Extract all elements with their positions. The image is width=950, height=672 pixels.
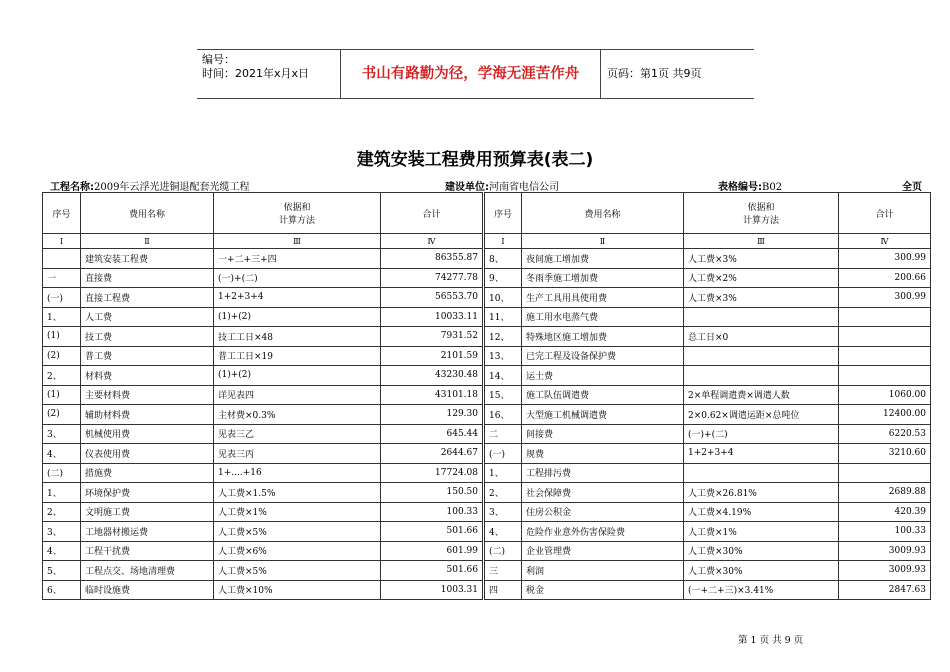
row-basis: 普工工日×19 <box>214 346 381 366</box>
row-basis: 1+2+3+4 <box>214 288 381 308</box>
row-seq: 14、 <box>485 366 522 386</box>
roman-index: Ⅰ <box>43 234 81 249</box>
row-total: 7931.52 <box>381 327 483 347</box>
row-name: 税金 <box>522 580 684 600</box>
row-total: 86355.87 <box>381 249 483 269</box>
row-basis: (一)+(二) <box>214 268 381 288</box>
row-name: 工程排污费 <box>522 463 684 483</box>
row-seq: 4、 <box>485 522 522 542</box>
row-total: 100.33 <box>839 522 931 542</box>
row-seq: 10、 <box>485 288 522 308</box>
row-basis: (1)+(2) <box>214 366 381 386</box>
full-page-label: 全页 <box>902 182 922 193</box>
row-seq: (1) <box>43 327 81 347</box>
table-row <box>43 249 483 269</box>
row-basis: 人工费×26.81% <box>684 483 839 503</box>
table-row <box>485 502 931 522</box>
row-total: 300.99 <box>839 288 931 308</box>
row-basis: 技工工日×48 <box>214 327 381 347</box>
row-name: 规费 <box>522 444 684 464</box>
header-meta <box>202 53 338 81</box>
row-total: 1003.31 <box>381 580 483 600</box>
form-number: 表格编号:B02 <box>718 182 783 193</box>
table-header-row <box>485 193 931 234</box>
row-total: 645.44 <box>381 424 483 444</box>
row-basis: 2×单程调遣费×调遣人数 <box>684 385 839 405</box>
row-basis: 见表三乙 <box>214 424 381 444</box>
row-seq: 4、 <box>43 541 81 561</box>
table-row <box>485 463 931 483</box>
row-basis: 1+2+3+4 <box>684 444 839 464</box>
col-name-header: 费用名称 <box>81 193 214 234</box>
roman-index: Ⅱ <box>81 234 214 249</box>
table-row <box>43 366 483 386</box>
table-row <box>485 444 931 464</box>
row-basis: 人工费×1% <box>214 502 381 522</box>
row-seq: 1、 <box>485 463 522 483</box>
roman-index: Ⅰ <box>485 234 522 249</box>
row-basis: 见表三丙 <box>214 444 381 464</box>
row-name: 利润 <box>522 561 684 581</box>
row-total: 3009.93 <box>839 561 931 581</box>
row-seq: (1) <box>43 385 81 405</box>
table-row <box>43 463 483 483</box>
row-basis: 1+....+16 <box>214 463 381 483</box>
row-total: 501.66 <box>381 561 483 581</box>
row-total: 2689.88 <box>839 483 931 503</box>
table-row <box>485 424 931 444</box>
table-row <box>485 268 931 288</box>
row-seq: 二 <box>485 424 522 444</box>
row-total: 300.99 <box>839 249 931 269</box>
row-seq: (2) <box>43 405 81 425</box>
table-row <box>485 385 931 405</box>
table-row <box>485 307 931 327</box>
row-basis: 人工费×30% <box>684 541 839 561</box>
row-seq: 13、 <box>485 346 522 366</box>
row-total: 601.99 <box>381 541 483 561</box>
table-header-row <box>43 193 483 234</box>
row-total <box>839 307 931 327</box>
row-name: 普工费 <box>81 346 214 366</box>
row-seq: 1、 <box>43 483 81 503</box>
row-seq: 5、 <box>43 561 81 581</box>
row-name: 人工费 <box>81 307 214 327</box>
row-total <box>839 346 931 366</box>
row-basis: 详见表四 <box>214 385 381 405</box>
row-basis <box>684 346 839 366</box>
col-basis-header: 依据和 计算方法 <box>214 193 381 234</box>
roman-index: Ⅲ <box>214 234 381 249</box>
table-row <box>43 444 483 464</box>
row-name: 生产工具用具使用费 <box>522 288 684 308</box>
row-name: 夜间施工增加费 <box>522 249 684 269</box>
row-seq: 16、 <box>485 405 522 425</box>
col-seq-header: 序号 <box>485 193 522 234</box>
serial-number-label: 编号： <box>202 53 235 66</box>
row-name: 技工费 <box>81 327 214 347</box>
row-basis <box>684 366 839 386</box>
row-total: 501.66 <box>381 522 483 542</box>
row-seq: 11、 <box>485 307 522 327</box>
motto: 书山有路勤为径，学海无涯苦作舟 <box>361 65 580 82</box>
roman-index: Ⅳ <box>381 234 483 249</box>
row-basis: 人工费×30% <box>684 561 839 581</box>
row-seq: (2) <box>43 346 81 366</box>
row-name: 间接费 <box>522 424 684 444</box>
row-name: 措施费 <box>81 463 214 483</box>
document-header <box>197 49 754 99</box>
row-total: 56553.70 <box>381 288 483 308</box>
row-total: 3009.93 <box>839 541 931 561</box>
row-basis: 主材费×0.3% <box>214 405 381 425</box>
roman-index: Ⅱ <box>522 234 684 249</box>
row-basis: 人工费×6% <box>214 541 381 561</box>
row-seq: (一) <box>43 288 81 308</box>
row-total: 100.33 <box>381 502 483 522</box>
row-name: 工程干扰费 <box>81 541 214 561</box>
row-total: 43230.48 <box>381 366 483 386</box>
construction-unit: 建设单位:河南省电信公司 <box>445 182 559 193</box>
table-row <box>485 580 931 600</box>
col-total-header: 合计 <box>839 193 931 234</box>
table-row <box>43 268 483 288</box>
row-total: 200.66 <box>839 268 931 288</box>
table-row <box>43 327 483 347</box>
row-total: 10033.11 <box>381 307 483 327</box>
roman-index: Ⅳ <box>839 234 931 249</box>
table-row <box>485 288 931 308</box>
row-seq: (一) <box>485 444 522 464</box>
col-basis-header: 依据和 计算方法 <box>684 193 839 234</box>
row-total: 2847.63 <box>839 580 931 600</box>
row-total: 1060.00 <box>839 385 931 405</box>
row-name: 文明施工费 <box>81 502 214 522</box>
row-seq: 6、 <box>43 580 81 600</box>
row-name: 仪表使用费 <box>81 444 214 464</box>
row-name: 建筑安装工程费 <box>81 249 214 269</box>
row-basis: (一)+(二) <box>684 424 839 444</box>
row-total: 6220.53 <box>839 424 931 444</box>
row-total: 2101.59 <box>381 346 483 366</box>
page-title: 建筑安装工程费用预算表(表二) <box>356 150 594 170</box>
table-row <box>43 405 483 425</box>
row-seq: 1、 <box>43 307 81 327</box>
row-basis <box>684 307 839 327</box>
table-row <box>485 541 931 561</box>
table-row <box>43 522 483 542</box>
row-basis: 人工费×5% <box>214 561 381 581</box>
row-basis <box>684 463 839 483</box>
table-row <box>485 366 931 386</box>
row-name: 工地器材搬运费 <box>81 522 214 542</box>
row-seq: 2、 <box>43 366 81 386</box>
row-total: 74277.78 <box>381 268 483 288</box>
row-name: 住房公积金 <box>522 502 684 522</box>
row-total: 420.39 <box>839 502 931 522</box>
table-row <box>43 385 483 405</box>
table-row <box>43 288 483 308</box>
row-total: 12400.00 <box>839 405 931 425</box>
row-name: 社会保障费 <box>522 483 684 503</box>
row-basis: 2×0.62×调遣运距×总吨位 <box>684 405 839 425</box>
row-total <box>839 463 931 483</box>
table-row <box>485 522 931 542</box>
date-label: 时间：2021年x月x日 <box>202 67 310 80</box>
row-name: 辅助材料费 <box>81 405 214 425</box>
row-seq <box>43 249 81 269</box>
row-seq: (二) <box>43 463 81 483</box>
row-total: 3210.60 <box>839 444 931 464</box>
budget-table-left <box>42 192 483 600</box>
row-name: 已完工程及设备保护费 <box>522 346 684 366</box>
row-basis: 总工日×0 <box>684 327 839 347</box>
col-total-header: 合计 <box>381 193 483 234</box>
row-name: 直接费 <box>81 268 214 288</box>
row-basis: 人工费×5% <box>214 522 381 542</box>
row-seq: 3、 <box>43 424 81 444</box>
table-row <box>485 405 931 425</box>
roman-index: Ⅲ <box>684 234 839 249</box>
row-total: 17724.08 <box>381 463 483 483</box>
table-row <box>43 307 483 327</box>
header-divider <box>600 50 601 98</box>
row-seq: 一 <box>43 268 81 288</box>
table-row <box>43 346 483 366</box>
row-seq: 12、 <box>485 327 522 347</box>
page-footer: 第 1 页 共 9 页 <box>738 635 804 646</box>
table-row <box>43 561 483 581</box>
roman-index-row <box>43 234 483 249</box>
row-name: 主要材料费 <box>81 385 214 405</box>
row-basis: 一+二+三+四 <box>214 249 381 269</box>
row-seq: 3、 <box>43 522 81 542</box>
row-basis: (1)+(2) <box>214 307 381 327</box>
row-seq: 9、 <box>485 268 522 288</box>
table-row <box>43 541 483 561</box>
col-seq-header: 序号 <box>43 193 81 234</box>
row-name: 材料费 <box>81 366 214 386</box>
row-name: 临时设施费 <box>81 580 214 600</box>
row-name: 施工用水电蒸气费 <box>522 307 684 327</box>
row-basis: 人工费×10% <box>214 580 381 600</box>
row-total <box>839 366 931 386</box>
roman-index-row <box>485 234 931 249</box>
row-basis: 人工费×2% <box>684 268 839 288</box>
project-name: 工程名称:2009年云浮光进铜退配套光缆工程 <box>50 182 250 193</box>
row-seq: 4、 <box>43 444 81 464</box>
row-basis: (一+二+三)×3.41% <box>684 580 839 600</box>
table-row <box>485 327 931 347</box>
row-seq: 2、 <box>43 502 81 522</box>
col-name-header: 费用名称 <box>522 193 684 234</box>
budget-table-right <box>484 192 931 600</box>
table-row <box>485 561 931 581</box>
row-basis: 人工费×3% <box>684 288 839 308</box>
row-basis: 人工费×4.19% <box>684 502 839 522</box>
row-seq: 3、 <box>485 502 522 522</box>
row-seq: (二) <box>485 541 522 561</box>
row-total: 150.50 <box>381 483 483 503</box>
row-basis: 人工费×3% <box>684 249 839 269</box>
row-seq: 8、 <box>485 249 522 269</box>
row-basis: 人工费×1% <box>684 522 839 542</box>
table-row <box>43 483 483 503</box>
row-name: 冬雨季施工增加费 <box>522 268 684 288</box>
row-seq: 三 <box>485 561 522 581</box>
row-total: 129.30 <box>381 405 483 425</box>
row-name: 特殊地区施工增加费 <box>522 327 684 347</box>
row-total: 2644.67 <box>381 444 483 464</box>
row-seq: 2、 <box>485 483 522 503</box>
table-row <box>485 346 931 366</box>
row-seq: 15、 <box>485 385 522 405</box>
row-seq: 四 <box>485 580 522 600</box>
row-total: 43101.18 <box>381 385 483 405</box>
table-row <box>43 424 483 444</box>
row-name: 施工队伍调遣费 <box>522 385 684 405</box>
row-name: 大型施工机械调遣费 <box>522 405 684 425</box>
row-name: 运土费 <box>522 366 684 386</box>
row-name: 直接工程费 <box>81 288 214 308</box>
row-name: 工程点交、场地清理费 <box>81 561 214 581</box>
table-row <box>43 502 483 522</box>
row-basis: 人工费×1.5% <box>214 483 381 503</box>
row-name: 机械使用费 <box>81 424 214 444</box>
table-row <box>485 249 931 269</box>
page-code: 页码：第1页 共9页 <box>607 67 702 80</box>
row-name: 企业管理费 <box>522 541 684 561</box>
table-row <box>485 483 931 503</box>
row-name: 危险作业意外伤害保险费 <box>522 522 684 542</box>
table-row <box>43 580 483 600</box>
row-total <box>839 327 931 347</box>
row-name: 环境保护费 <box>81 483 214 503</box>
